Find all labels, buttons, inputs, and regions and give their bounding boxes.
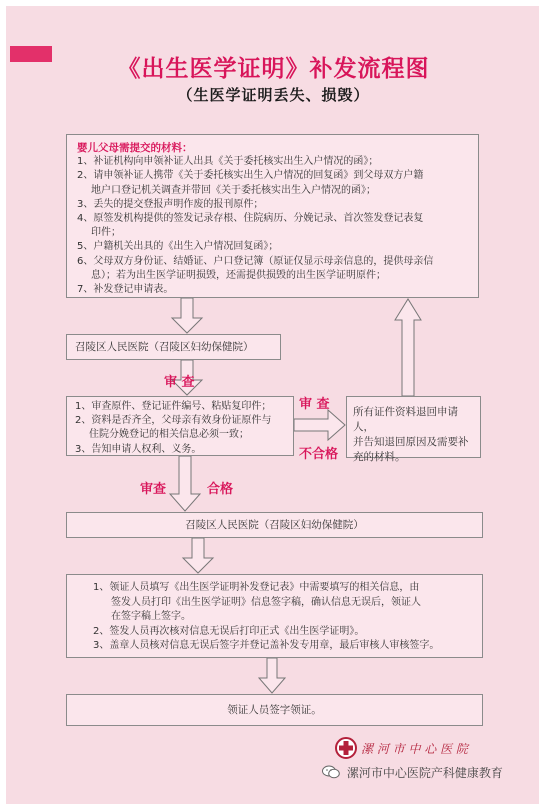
- review-item: 住院分娩登记的相关信息必须一致；: [89, 429, 249, 441]
- steps-item: 2、签发人员再次核对信息无误后打印正式《出生医学证明》。: [93, 625, 365, 637]
- steps-item: 签发人员打印《出生医学证明》信息签字稿，确认信息无误后，领证人: [111, 596, 421, 608]
- review-box: [66, 396, 294, 456]
- reject-box: [346, 396, 481, 463]
- wechat-watermark: [322, 764, 503, 781]
- hospital-2-label: 召陵区人民医院（召陵区妇幼保健院）: [185, 519, 364, 531]
- materials-item: 4、原签发机构提供的签发记录存根、住院病历、分娩记录、首次签发登记表复: [77, 213, 424, 225]
- materials-item: 5、户籍机关出具的《出生入户情况回复函》；: [77, 241, 279, 253]
- steps-item: 3、盖章人员核对信息无误后签字并登记盖补发专用章，最后审核人审核签字。: [93, 640, 440, 651]
- up-arrow: [394, 298, 422, 396]
- hospital-box-1: [66, 334, 281, 360]
- review-item: 2、资料是否齐全，父母亲有效身份证原件与: [75, 415, 272, 427]
- steps-item: 1、领证人员填写《出生医学证明补发登记表》中需要填写的相关信息，由: [93, 582, 420, 593]
- wechat-label: 漯河市中心医院产科健康教育: [346, 766, 503, 780]
- final-box: [66, 694, 483, 726]
- down-arrow: [258, 658, 286, 694]
- down-arrow: [170, 298, 204, 334]
- right-arrow: [294, 408, 346, 442]
- reject-item: 所有证件资料退回申请人，: [353, 406, 458, 433]
- page-subtitle: （生医学证明丢失、损毁）: [177, 86, 370, 104]
- hospital-box-2: [66, 512, 483, 538]
- materials-item: 7、补发登记申请表。: [77, 284, 174, 296]
- down-arrow: [168, 456, 202, 512]
- page-title: 《出生医学证明》补发流程图: [117, 56, 430, 82]
- fail-label: 不合格: [299, 447, 339, 462]
- wechat-icon: [322, 765, 340, 779]
- materials-item: 6、父母双方身份证、结婚证、户口登记簿（原证仅显示母亲信息的，提供母亲信: [77, 255, 434, 267]
- steps-box: [66, 574, 483, 658]
- down-arrow: [181, 538, 215, 574]
- materials-item: 印件；: [91, 227, 121, 239]
- materials-item: 2、请申领补证人携带《关于委托核实出生入户情况的回复函》到父母双方户籍: [77, 170, 424, 182]
- final-label: 领证人员签字领证。: [227, 704, 322, 716]
- hospital-1-label: 召陵区人民医院（召陵区妇幼保健院）: [75, 341, 254, 353]
- reject-item: 充的材料。: [353, 451, 406, 463]
- review-label: 审 查: [164, 375, 195, 390]
- materials-item: 1、补证机构向申领补证人出具《关于委托核实出生入户情况的函》；: [77, 156, 379, 168]
- materials-box: [66, 134, 479, 298]
- pass-label: 合格: [207, 482, 234, 497]
- review-item: 1、审查原件、登记证件编号、粘贴复印件；: [75, 401, 272, 412]
- hospital-logo-text: 漯 河 市 中 心 医 院: [361, 742, 468, 756]
- reject-item: 并告知退回原因及需要补: [353, 436, 469, 448]
- materials-heading: 婴儿父母需提交的材料：: [77, 142, 193, 154]
- materials-item: 3、丢失的提交登报声明作废的报刊原件；: [77, 198, 264, 210]
- materials-item: 地户口登记机关调查并带回《关于委托核实出生入户情况的函》；: [91, 184, 376, 196]
- fail-review-label: 审 查: [299, 397, 330, 412]
- hospital-emblem-icon: [335, 737, 357, 759]
- materials-item: 息）；若为出生医学证明损毁，还需提供损毁的出生医学证明原件；: [91, 269, 386, 281]
- review-item: 3、告知申请人权利、义务。: [75, 443, 202, 455]
- steps-item: 在签字稿上签字。: [111, 611, 191, 622]
- pass-review-label: 审查: [140, 482, 167, 497]
